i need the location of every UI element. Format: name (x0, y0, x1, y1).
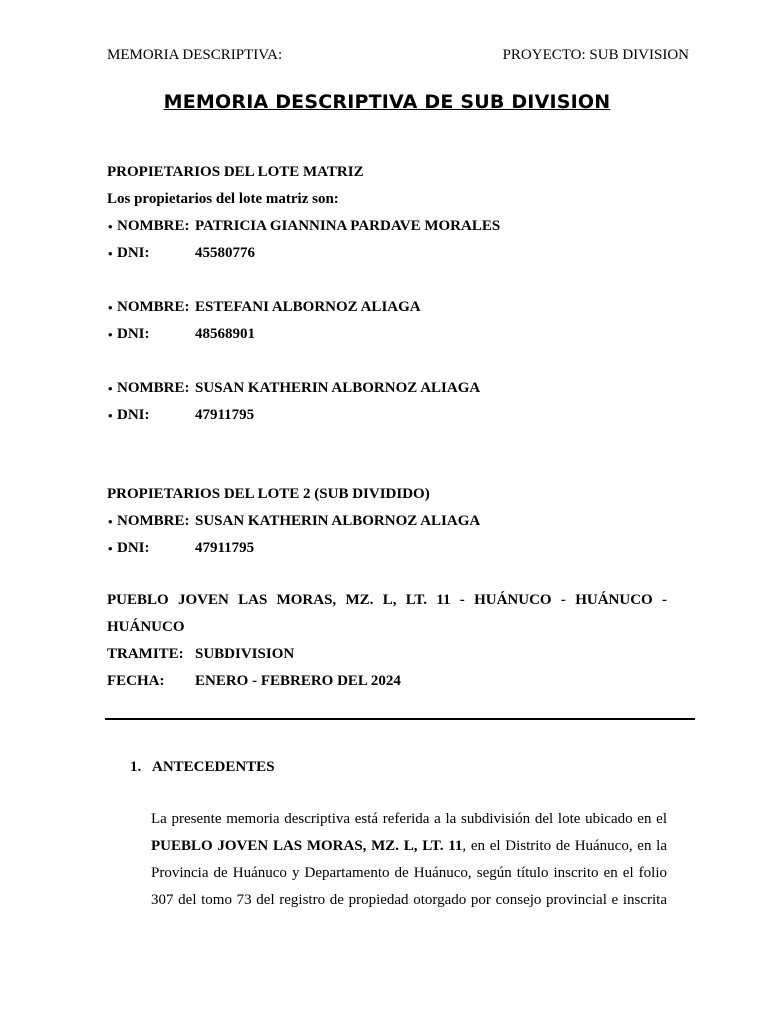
page-title: MEMORIA DESCRIPTIVA DE SUB DIVISION (163, 91, 611, 113)
bullet-icon: • (108, 219, 113, 234)
paragraph-line-4: 307 del tomo 73 del registro de propiedad otorgado por consejo provincial e inscrita (151, 892, 667, 908)
antecedentes-paragraph (151, 806, 667, 914)
paragraph-line-1: La presente memoria descriptiva está referida a la subdivisión del lote ubicado en el (151, 811, 667, 827)
section-number: 1. (130, 759, 142, 775)
horizontal-divider (105, 718, 695, 720)
bullet-icon: • (108, 541, 113, 556)
dni-label: DNI: (117, 407, 150, 423)
fecha-label: FECHA: (107, 673, 165, 689)
nombre-label: NOMBRE: (117, 218, 190, 234)
lote2-dni-row (107, 535, 430, 562)
fecha-value: ENERO - FEBRERO DEL 2024 (195, 673, 401, 689)
paragraph-line-2 (151, 833, 667, 860)
owner-2-nombre: ESTEFANI ALBORNOZ ALIAGA (195, 299, 421, 315)
bullet-icon: • (108, 408, 113, 423)
owner-3-nombre-row (107, 375, 481, 402)
antecedentes-heading (130, 758, 275, 776)
dni-label: DNI: (117, 326, 150, 342)
owner-3-dni-row (107, 402, 364, 429)
owner-2-dni: 48568901 (195, 326, 255, 342)
owner-1-dni-row (107, 240, 364, 267)
lote2-nombre: SUSAN KATHERIN ALBORNOZ ALIAGA (195, 513, 481, 529)
fecha-row (107, 668, 667, 695)
nombre-label: NOMBRE: (117, 380, 190, 396)
location-bold: PUEBLO JOVEN LAS MORAS, MZ. L, LT. 11 (151, 838, 463, 854)
tramite-row (107, 641, 667, 668)
owner-3-nombre: SUSAN KATHERIN ALBORNOZ ALIAGA (195, 380, 481, 396)
bullet-icon: • (108, 300, 113, 315)
spacer (107, 348, 364, 375)
tramite-value: SUBDIVISION (195, 646, 295, 662)
tramite-label: TRAMITE: (107, 646, 184, 662)
info-section (107, 587, 667, 695)
owner-1-dni: 45580776 (195, 245, 255, 261)
nombre-label: NOMBRE: (117, 299, 190, 315)
bullet-icon: • (108, 246, 113, 261)
lote2-nombre-row (107, 508, 481, 535)
address-line-1: PUEBLO JOVEN LAS MORAS, MZ. L, LT. 11 - HUÁNUCO - HUÁNUCO - (107, 592, 667, 608)
owner-2-dni-row (107, 321, 364, 348)
spacer (107, 267, 364, 294)
lote2-section (107, 481, 481, 562)
matriz-intro: Los propietarios del lote matriz son: (107, 191, 339, 207)
bullet-icon: • (108, 381, 113, 396)
owner-1-nombre: PATRICIA GIANNINA PARDAVE MORALES (195, 218, 501, 234)
header-right: PROYECTO: SUB DIVISION (502, 47, 689, 63)
address (107, 587, 667, 641)
matriz-heading: PROPIETARIOS DEL LOTE MATRIZ (107, 164, 364, 180)
dni-label: DNI: (117, 540, 150, 556)
paragraph-line-2-rest: , en el Distrito de Huánuco, en la (462, 838, 667, 854)
owner-1-nombre-row (107, 213, 501, 240)
owner-3-dni: 47911795 (195, 407, 255, 423)
lote2-heading: PROPIETARIOS DEL LOTE 2 (SUB DIVIDIDO) (107, 486, 430, 502)
matriz-section (107, 159, 501, 429)
bullet-icon: • (108, 514, 113, 529)
dni-label: DNI: (117, 245, 150, 261)
bullet-icon: • (108, 327, 113, 342)
header-left: MEMORIA DESCRIPTIVA: (107, 47, 283, 63)
lote2-dni: 47911795 (195, 540, 255, 556)
nombre-label: NOMBRE: (117, 513, 190, 529)
address-line-2: HUÁNUCO (107, 619, 185, 635)
section-title: ANTECEDENTES (152, 759, 275, 775)
owner-2-nombre-row (107, 294, 421, 321)
paragraph-line-3: Provincia de Huánuco y Departamento de Huánuco, según título inscrito en el folio (151, 865, 667, 881)
